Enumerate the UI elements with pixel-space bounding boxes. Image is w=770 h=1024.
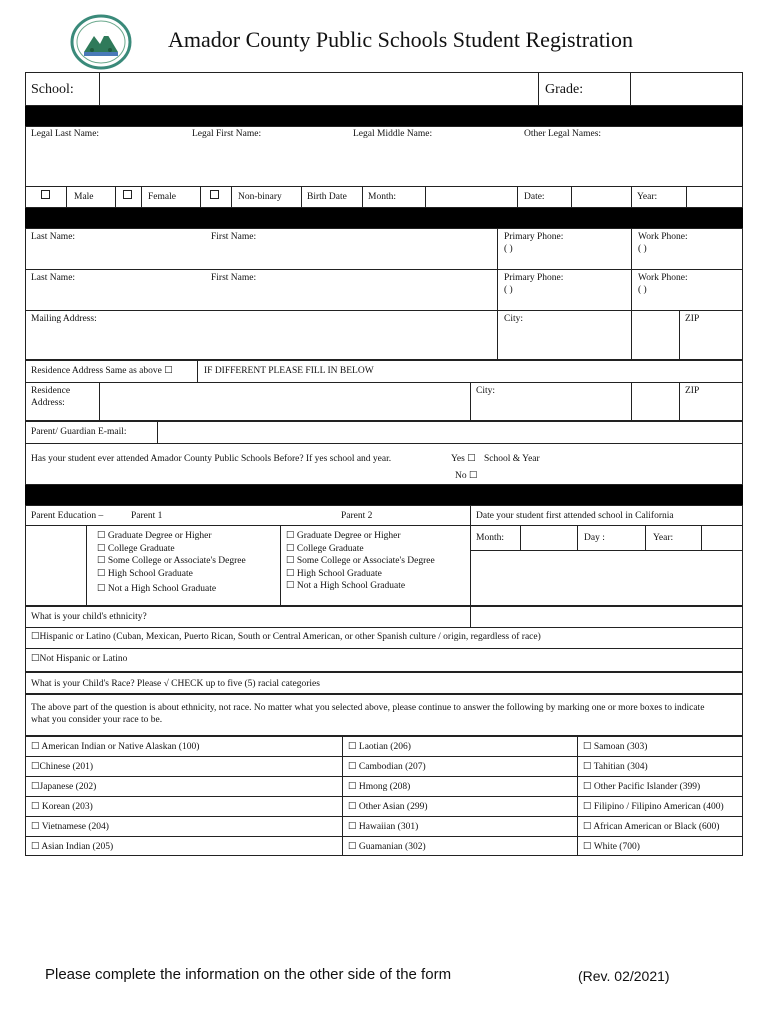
parent1-edu-option[interactable]: ☐ Not a High School Graduate — [97, 584, 217, 594]
female-label: Female — [148, 192, 176, 202]
race-option[interactable]: ☐ Korean (203) — [31, 802, 93, 812]
parent2-edu-option[interactable]: ☐ High School Graduate — [286, 568, 382, 579]
race-option[interactable]: ☐ Laotian (206) — [348, 742, 411, 752]
parent2-primary-phone-format: ( ) — [504, 285, 513, 295]
page-title: Amador County Public Schools Student Registration — [168, 27, 634, 52]
race-option[interactable]: ☐ White (700) — [583, 842, 640, 852]
section-bar-parents — [25, 208, 743, 228]
parent2-last-name-label: Last Name: — [31, 273, 76, 283]
ca-first-attended-label: Date your student first attended school in California — [476, 511, 674, 521]
not-hispanic-row — [25, 648, 743, 672]
school-label: School: — [31, 82, 74, 97]
parent1-education-options — [97, 530, 277, 596]
race-option[interactable]: ☐ Filipino / Filipino American (400) — [583, 802, 724, 812]
legal-middle-name-label: Legal Middle Name: — [353, 129, 433, 139]
if-different-label: IF DIFFERENT PLEASE FILL IN BELOW — [204, 366, 374, 376]
parent2-education-options — [286, 530, 466, 593]
parent1-edu-option[interactable]: ☐ High School Graduate — [97, 568, 193, 579]
parent2-row — [25, 269, 743, 311]
ca-month-label: Month: — [476, 533, 504, 543]
nonbinary-label: Non-binary — [238, 192, 282, 202]
parent-education-label: Parent Education – — [31, 511, 104, 521]
race-option[interactable]: ☐Japanese (202) — [31, 782, 97, 792]
parent1-row — [25, 228, 743, 270]
mailing-city-label: City: — [504, 314, 524, 324]
race-option[interactable]: ☐ Hmong (208) — [348, 782, 411, 792]
hispanic-option[interactable]: ☐Hispanic or Latino (Cuban, Mexican, Puerto Rican, South or Central American, or other Spanish culture / origin, regardless of race) — [31, 632, 541, 642]
attended-school-year: School & Year — [484, 454, 540, 464]
attended-yes[interactable]: Yes ☐ — [451, 454, 476, 464]
email-input[interactable] — [161, 424, 739, 441]
parent2-edu-option[interactable]: ☐ Not a High School Graduate — [286, 581, 406, 591]
ca-year-label: Year: — [653, 533, 674, 543]
parent2-work-phone-format: ( ) — [638, 285, 647, 295]
mailing-address-label: Mailing Address: — [31, 314, 97, 324]
race-option[interactable]: ☐ American Indian or Native Alaskan (100) — [31, 742, 200, 752]
parent2-first-name-label: First Name: — [211, 273, 257, 283]
parent2-primary-phone-label: Primary Phone: — [504, 273, 564, 283]
residence-address-label-2: Address: — [31, 398, 65, 408]
race-option[interactable]: ☐ Cambodian (207) — [348, 762, 426, 772]
birth-date-day-label: Date: — [524, 192, 545, 202]
mailing-zip-label: ZIP — [685, 314, 700, 324]
race-option[interactable]: ☐ African American or Black (600) — [583, 822, 720, 832]
nonbinary-checkbox[interactable] — [210, 190, 219, 199]
grade-input[interactable] — [634, 76, 740, 102]
footer-note: Please complete the information on the other side of the form — [45, 966, 452, 983]
ca-day-label: Day : — [584, 533, 605, 543]
parent2-edu-option[interactable]: ☐ Graduate Degree or Higher — [286, 531, 401, 541]
parent1-education-heading: Parent 1 — [131, 511, 163, 521]
email-label: Parent/ Guardian E-mail: — [31, 427, 127, 437]
parent2-work-phone-label: Work Phone: — [638, 273, 688, 283]
residence-city-label: City: — [476, 386, 496, 396]
school-input[interactable] — [102, 76, 534, 102]
residence-address-row — [25, 382, 743, 421]
parent2-edu-option[interactable]: ☐ Some College or Associate's Degree — [286, 556, 435, 566]
section-bar-education — [25, 485, 743, 505]
female-checkbox[interactable] — [123, 190, 132, 199]
race-option[interactable]: ☐ Tahitian (304) — [583, 762, 648, 772]
parent1-work-phone-label: Work Phone: — [638, 232, 688, 242]
revision-label: (Rev. 02/2021) — [578, 968, 670, 984]
male-checkbox[interactable] — [41, 190, 50, 199]
grade-label: Grade: — [545, 82, 584, 97]
race-option[interactable]: ☐ Other Asian (299) — [348, 802, 428, 812]
race-option[interactable]: ☐ Asian Indian (205) — [31, 842, 114, 852]
race-option[interactable]: ☐ Vietnamese (204) — [31, 822, 109, 832]
race-option[interactable]: ☐Chinese (201) — [31, 762, 94, 772]
other-legal-names-label: Other Legal Names: — [524, 129, 602, 139]
parent2-education-heading: Parent 2 — [341, 511, 373, 521]
race-option[interactable]: ☐ Hawaiian (301) — [348, 822, 419, 832]
male-label: Male — [74, 192, 94, 202]
attended-question: Has your student ever attended Amador County Public Schools Before? If yes school and year. — [31, 454, 392, 464]
parent1-primary-phone-label: Primary Phone: — [504, 232, 564, 242]
not-hispanic-option[interactable]: ☐Not Hispanic or Latino — [31, 654, 128, 664]
ethnicity-question: What is your child's ethnicity? — [31, 612, 147, 622]
race-option[interactable]: ☐ Samoan (303) — [583, 742, 648, 752]
race-option[interactable]: ☐ Guamanian (302) — [348, 842, 426, 852]
amador-county-seal-icon — [70, 14, 132, 70]
legal-last-name-label: Legal Last Name: — [31, 129, 100, 139]
parent1-first-name-label: First Name: — [211, 232, 257, 242]
residence-zip-label: ZIP — [685, 386, 700, 396]
mailing-address-row — [25, 310, 743, 360]
birth-date-label: Birth Date — [307, 192, 347, 202]
parent1-edu-option[interactable]: ☐ Some College or Associate's Degree — [97, 556, 246, 566]
parent1-last-name-label: Last Name: — [31, 232, 76, 242]
parent1-work-phone-format: ( ) — [638, 244, 647, 254]
attended-no[interactable]: No ☐ — [455, 471, 478, 481]
race-option[interactable]: ☐ Other Pacific Islander (399) — [583, 782, 701, 792]
county-logo — [70, 14, 132, 70]
parent1-edu-option[interactable]: ☐ Graduate Degree or Higher — [97, 531, 212, 541]
birth-year-label: Year: — [637, 192, 658, 202]
race-question: What is your Child's Race? Please √ CHECK up to five (5) racial categories — [31, 679, 320, 689]
parent1-primary-phone-format: ( ) — [504, 244, 513, 254]
legal-first-name-label: Legal First Name: — [192, 129, 262, 139]
birth-month-label: Month: — [368, 192, 396, 202]
parent1-edu-option[interactable]: ☐ College Graduate — [97, 543, 175, 554]
residence-address-label-1: Residence — [31, 386, 71, 396]
section-bar-student — [25, 106, 743, 126]
parent2-edu-option[interactable]: ☐ College Graduate — [286, 543, 364, 554]
residence-same-label[interactable]: Residence Address Same as above ☐ — [31, 366, 173, 376]
race-note: The above part of the question is about ethnicity, not race. No matter what you selected above, please continue to answer the following by marking one or more boxes to indicate what you consider your race to be. — [31, 703, 705, 725]
